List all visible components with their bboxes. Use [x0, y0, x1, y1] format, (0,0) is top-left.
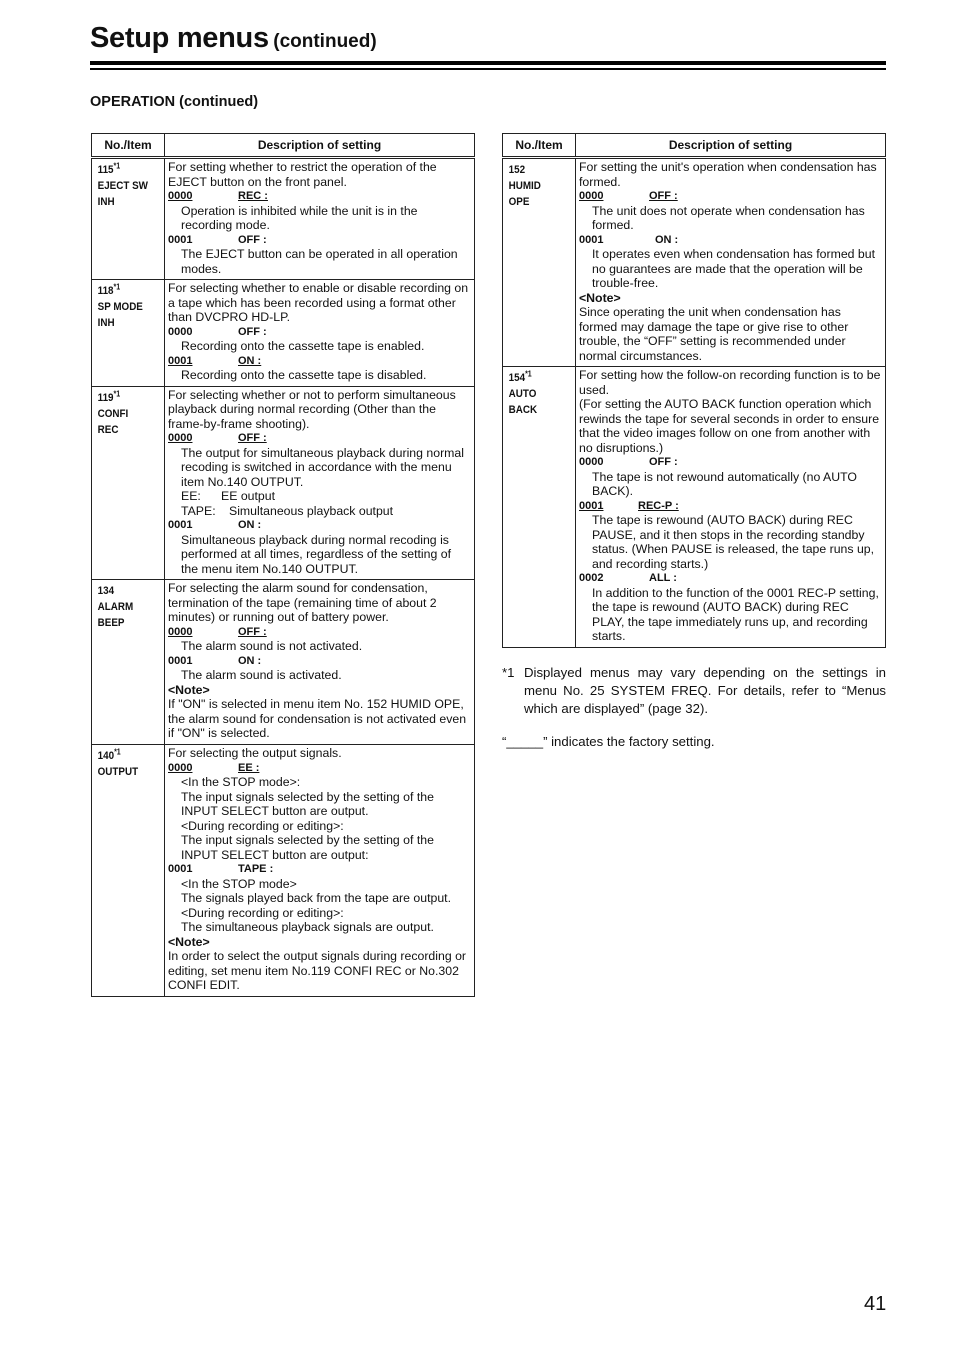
page-title: [90, 22, 377, 55]
option-text: The input signals selected by the setting of the INPUT SELECT button are output:: [181, 833, 434, 862]
option-text: The input signals selected by the setting of the INPUT SELECT button are output.: [181, 789, 434, 818]
option-text: Recording onto the cassette tape is disabled.: [181, 368, 427, 382]
footnote-text: Displayed menus may vary depending on the settings in menu No. 25 SYSTEM FREQ. For details, refer to “Menus which are displayed” (page 32).: [524, 665, 886, 716]
note-text: In order to select the output signals during recording or editing, set menu item No.119 CONFI REC or No.302 CONFI EDIT.: [168, 949, 467, 992]
item-name: OUTPUT: [97, 766, 139, 778]
item-name: SP MODE: [97, 301, 143, 313]
page-title-main: Setup menus: [90, 22, 269, 54]
table-row: [92, 580, 475, 745]
item-cell: [92, 158, 165, 280]
option-code: 0000: [168, 325, 193, 338]
desc-text: For setting the unit's operation when condensation has formed.: [579, 160, 877, 189]
col-header-desc: Description of setting: [165, 134, 475, 158]
option-label: OFF :: [649, 456, 678, 468]
page-number: 41: [864, 1293, 887, 1315]
option-code: 0001: [579, 499, 604, 512]
section-heading: OPERATION (continued): [90, 94, 259, 110]
col-header-item: No./Item: [92, 134, 165, 158]
footnote-ref: *1: [113, 282, 121, 292]
option-text: Simultaneous playback during normal recoding is performed at all times, regardless of the setting of the menu item No.140 OUTPUT.: [181, 532, 451, 576]
item-name: ALARM: [97, 601, 134, 613]
col-header-item: No./Item: [503, 134, 576, 158]
item-cell: [92, 386, 165, 580]
table-row: [503, 367, 886, 648]
tape-value: Simultaneous playback output: [229, 503, 394, 518]
option-code: 0001: [168, 654, 193, 667]
option-label: ON :: [238, 654, 262, 667]
footnote-ref: *1: [113, 388, 121, 398]
item-number: 140: [97, 750, 115, 762]
desc-text: For selecting whether or not to perform simultaneous playback during normal recording (Other than the frame-by-frame shooting).: [168, 387, 456, 431]
desc-text: For setting how the follow-on recording function is to be used.: [579, 368, 881, 397]
option-code: 0001: [579, 233, 604, 246]
option-text: The alarm sound is not activated.: [181, 639, 363, 653]
option-text: The tape is rewound (AUTO BACK) during REC PAUSE, and it then stops in the recording standby status. (When PAUSE is released, the tape runs up, and recording starts.): [592, 513, 875, 571]
note-text: If "ON" is selected in menu item No. 152 HUMID OPE, the alarm sound for condensation is not activated even if "ON" is selected.: [168, 697, 467, 740]
option-label: REC :: [238, 190, 268, 202]
desc-cell: [165, 580, 475, 745]
item-name: AUTO BACK: [508, 388, 538, 416]
col-header-desc: Description of setting: [576, 134, 886, 158]
item-cell: [92, 280, 165, 387]
note-title: <Note>: [168, 682, 210, 697]
option-label: EE :: [238, 761, 260, 774]
item-number: 134: [97, 585, 115, 597]
option-code: 0002: [579, 572, 604, 584]
desc-text: For selecting the output signals.: [168, 746, 342, 760]
footnote-ref: *1: [113, 161, 121, 171]
option-text: The output for simultaneous playback during normal recoding is switched in accordance with the menu item No.140 OUTPUT.: [181, 445, 464, 489]
table-row: [92, 158, 475, 280]
desc-cell: [165, 280, 475, 387]
option-text: It operates even when condensation has formed but no guarantees are made that the operation will be trouble-free.: [592, 247, 876, 290]
item-name: INH: [97, 196, 115, 208]
desc-text: (For setting the AUTO BACK function operation which rewinds the tape for several seconds in order to ensure that the video images follow on one from another with no disruptions.): [579, 397, 880, 455]
desc-cell: [165, 745, 475, 997]
item-cell: [92, 580, 165, 745]
note-text: Since operating the unit when condensation has formed may damage the tape or give rise to other trouble, the “OFF” setting is recommended under normal circumstances.: [579, 305, 849, 363]
item-name: CONFI REC: [97, 407, 129, 436]
item-name: BEEP: [97, 617, 125, 629]
option-label: OFF :: [649, 190, 678, 202]
table-row: [92, 386, 475, 580]
item-name: HUMID OPE: [508, 180, 541, 208]
option-label: OFF :: [238, 325, 267, 338]
option-label: OFF :: [238, 233, 267, 246]
option-text: <In the STOP mode>:: [181, 775, 301, 789]
tape-key: TAPE:: [181, 503, 216, 518]
factory-setting-note: “_____” indicates the factory setting.: [502, 734, 715, 749]
desc-text: For selecting the alarm sound for condensation, termination of the tape (remaining time of about 2 minutes) or running out of battery power.: [168, 581, 437, 624]
option-text: The alarm sound is activated.: [181, 668, 342, 682]
desc-cell: [576, 158, 886, 367]
desc-cell: [165, 158, 475, 280]
ee-key: EE:: [181, 489, 201, 503]
option-code: 0000: [579, 190, 604, 202]
option-code: 0000: [579, 456, 604, 468]
item-number: 152: [508, 164, 526, 176]
title-rule-thin: [90, 68, 886, 70]
right-menu-table: [502, 133, 886, 648]
item-number: 119: [97, 391, 114, 404]
option-text: <In the STOP mode>: [181, 876, 297, 891]
option-text: The tape is not rewound automatically (no AUTO BACK).: [592, 469, 857, 498]
item-number: 118: [97, 285, 114, 297]
option-code: 0001: [168, 519, 193, 531]
footnote-ref: *1: [525, 369, 532, 379]
item-cell: [92, 745, 165, 997]
title-rule-thick: [90, 61, 886, 65]
option-code: 0000: [168, 761, 193, 774]
option-label: ON :: [238, 519, 262, 531]
option-label: OFF :: [238, 625, 267, 638]
note-title: <Note>: [168, 934, 210, 949]
item-name: EJECT SW: [97, 180, 148, 192]
option-code: 0000: [168, 432, 193, 444]
item-cell: [503, 158, 576, 367]
desc-text: For setting whether to restrict the operation of the EJECT button on the front panel.: [168, 160, 437, 189]
page-title-sub: (continued): [273, 31, 377, 52]
option-label: ALL :: [649, 572, 677, 584]
option-label: ON :: [655, 233, 679, 246]
option-code: 0001: [168, 354, 193, 367]
option-label: OFF :: [238, 432, 267, 444]
desc-cell: [576, 367, 886, 648]
footnote-ref: *1: [114, 747, 121, 757]
option-text: The EJECT button can be operated in all operation modes.: [181, 247, 458, 276]
option-code: 0001: [168, 863, 193, 875]
table-row: [92, 280, 475, 387]
option-code: 0001: [168, 233, 193, 246]
desc-cell: [165, 386, 475, 580]
option-text: The signals played back from the tape are output.: [181, 891, 452, 905]
item-name: INH: [97, 317, 115, 329]
option-text: Recording onto the cassette tape is enabled.: [181, 339, 425, 353]
desc-text: For selecting whether to enable or disable recording on a tape which has been recorded using a format other than DVCPRO HD-LP.: [168, 281, 469, 324]
note-title: <Note>: [579, 290, 621, 305]
option-code: 0000: [168, 190, 193, 202]
option-label: REC-P :: [638, 499, 679, 512]
table-row: [92, 745, 475, 997]
option-text: <During recording or editing>:: [181, 818, 344, 833]
option-label: ON :: [238, 354, 262, 367]
option-text: In addition to the function of the 0001 REC-P setting, the tape is rewound (AUTO BACK) during REC PLAY, the tape immediately runs up, and recording starts.: [592, 585, 879, 643]
option-text: The unit does not operate when condensation has formed.: [592, 203, 865, 232]
item-cell: [503, 367, 576, 648]
item-number: 115: [97, 164, 114, 176]
table-row: [503, 158, 886, 367]
footnote: [502, 664, 886, 718]
option-text: Operation is inhibited while the unit is in the recording mode.: [181, 203, 418, 232]
left-menu-table: [91, 133, 475, 997]
option-code: 0000: [168, 625, 193, 638]
footnote-mark: *1: [502, 665, 515, 680]
option-label: TAPE :: [238, 863, 274, 875]
option-text: The simultaneous playback signals are output.: [181, 920, 434, 934]
item-number: 154: [508, 372, 526, 384]
option-text: <During recording or editing>:: [181, 905, 344, 920]
ee-value: EE output: [221, 489, 276, 503]
